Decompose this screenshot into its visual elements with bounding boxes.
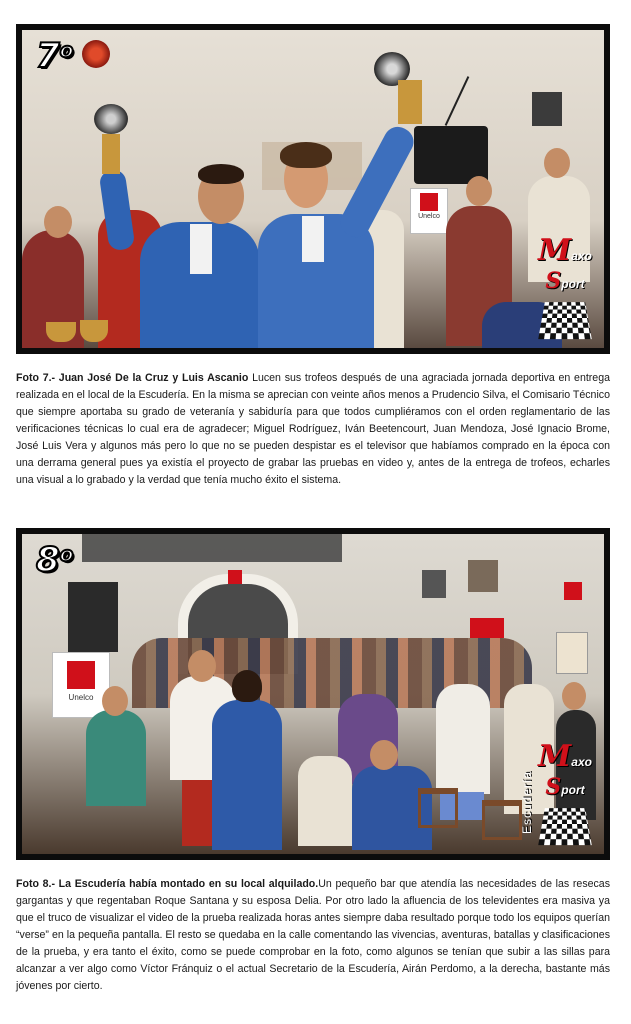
unelco-sign: Unelco (410, 188, 448, 234)
badge-icon (82, 40, 110, 68)
driver-blue-head (232, 670, 262, 702)
unelco-logo (564, 582, 582, 600)
person-seated-white (298, 756, 352, 846)
wall-poster (468, 560, 498, 592)
chair (482, 800, 522, 840)
person-green (86, 710, 146, 806)
wall-poster (422, 570, 446, 598)
person-left-head (44, 206, 72, 238)
caption-photo-8 (16, 876, 610, 995)
checkered-flag-icon (538, 302, 592, 339)
trophy-icon (94, 104, 128, 134)
caption-8-body: Un pequeño bar que atendía las necesidades de las resecas gargantas y que regentaban Roque Santana y su esposa Delia. Por otro lado la afluencia de los televidentes era masiva ya que el truco de visualizar el video de la prueba realizada horas antes siempre daba resultado porque todo los equipos querían “verse” en la pequeña pantalla. El resto se quedaba en la calle comentando las vivencias, aventuras, batallas y clasificaciones de la prueba, y era tanto el éxito, como se puede comprobar en la foto, como algunos se tenían que subir a las sillas para alcanzar a ver algo como Víctor Fránquiz o el actual Secretario de la Escudería, Airán Perdomo, a la derecha, bastante más jóvenes por cierto. (16, 878, 610, 992)
maxo-sport-watermark: Maxo Sport (534, 742, 596, 844)
person-seated-head (370, 740, 398, 770)
person-white-head (188, 650, 216, 682)
person-right-head (562, 682, 586, 710)
tv-set (68, 582, 118, 652)
photo-8-frame (16, 528, 610, 860)
person-right-head (544, 148, 570, 178)
driver-1-hair (198, 164, 244, 184)
photo-8 (22, 534, 604, 854)
caption-7-body: Lucen sus trofeos después de una agraciada jornada deportiva en entrega realizada en el local de la Escudería. En la misma se aprecian con veinte años menos a Prudencio Silva, el Comisario Técnico que siempre aportaba su grado de veteranía y sabiduría para que todos cumpliéramos con el orden reglamentario de las verificaciones técnicas lo cual era de agradecer; Miguel Rodríguez, Iván Beetencourt, Juan Mendoza, José Ignacio Brome, José Luis Vera y algunos más pero lo que no se pueden despistar es el televisor que habíamos comprado en la época con una derrama general pues ya existía el proyecto de grabar las pruebas en video y, antes de la entrega de trofeos, echarles una visual a lo grabado y la verdad que tenía mucho éxito el sistema. (16, 372, 610, 486)
trophy-icon (46, 322, 76, 342)
person-green-head (102, 686, 128, 716)
wall-frame (556, 632, 588, 674)
photo-7-frame (16, 24, 610, 354)
driver-2-collar (302, 216, 324, 262)
person-brown-head (466, 176, 492, 206)
person-on-chair (436, 684, 490, 794)
chair (418, 788, 458, 828)
driver-2-hair (280, 142, 332, 168)
ceiling-beam (82, 534, 342, 562)
trophy-icon (80, 320, 108, 342)
unelco-logo (228, 570, 242, 584)
photo-8-number: 8$^o$ (36, 540, 74, 580)
trophy-icon (102, 134, 120, 174)
caption-7-lead: Foto 7.- Juan José De la Cruz y Luis Ascanio (16, 372, 249, 384)
caption-8-lead: Foto 8.- La Escudería había montado en su local alquilado. (16, 878, 319, 890)
wall-frame (532, 92, 562, 126)
unelco-sign: Unelco (52, 652, 110, 718)
maxo-sport-watermark: Maxo Sport (534, 236, 596, 338)
checkered-flag-icon (538, 808, 592, 845)
trophy-icon (398, 80, 422, 124)
driver-blue-suit (212, 700, 282, 850)
driver-1-collar (190, 224, 212, 274)
watermark-vertical-text: Escudería (520, 770, 534, 834)
photo-7-number: 7$^o$ (36, 36, 74, 76)
unelco-logo (470, 618, 504, 638)
caption-photo-7 (16, 370, 610, 489)
antenna-icon (445, 76, 470, 126)
photo-7 (22, 30, 604, 348)
